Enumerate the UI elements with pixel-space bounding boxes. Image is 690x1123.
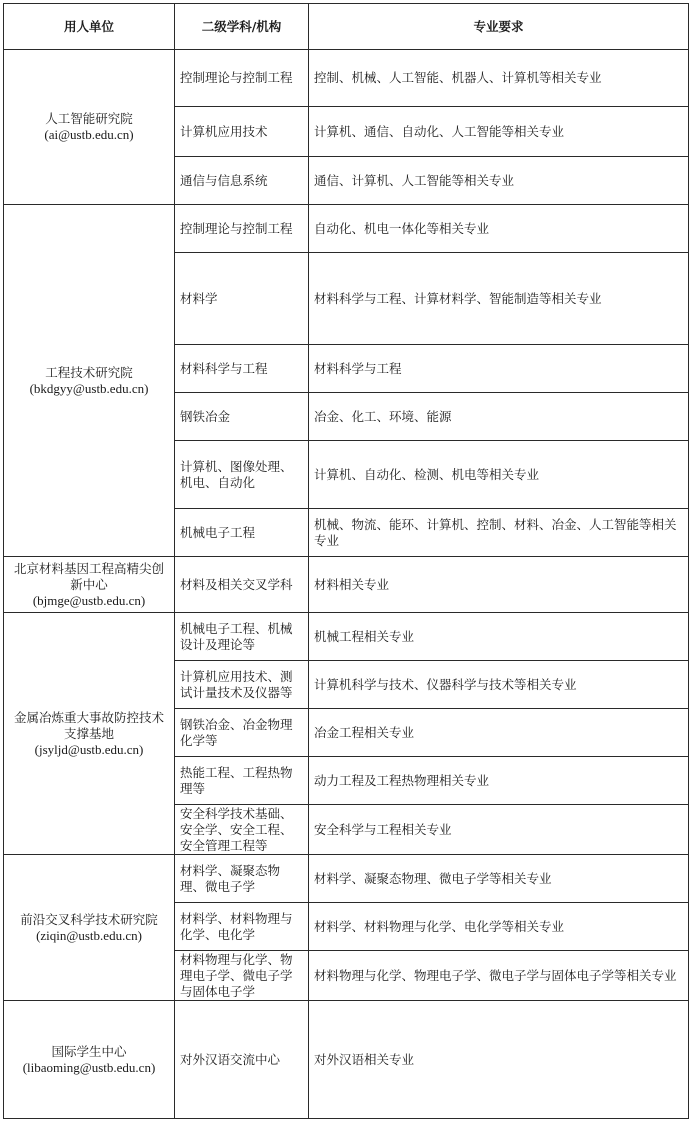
unit-cell [4,50,175,205]
table-row [4,613,689,661]
requirement-cell: 材料科学与工程、计算材料学、智能制造等相关专业 [309,253,689,345]
table-row [4,557,689,613]
requirement-cell: 对外汉语相关专业 [309,1001,689,1119]
requirement-cell: 材料学、凝聚态物理、微电子学等相关专业 [309,855,689,903]
discipline-cell: 钢铁冶金、冶金物理化学等 [175,709,309,757]
discipline-cell: 对外汉语交流中心 [175,1001,309,1119]
table-row [4,1001,689,1119]
unit-cell [4,613,175,855]
discipline-cell: 热能工程、工程热物理等 [175,757,309,805]
discipline-cell: 机械电子工程 [175,509,309,557]
requirement-cell: 机械工程相关专业 [309,613,689,661]
unit-name: 金属冶炼重大事故防控技术支撑基地 [13,709,164,741]
discipline-cell: 计算机应用技术、测试计量技术及仪器等 [175,661,309,709]
requirement-cell: 安全科学与工程相关专业 [309,805,689,855]
header-row [4,4,689,50]
requirement-cell: 材料科学与工程 [309,345,689,393]
discipline-cell: 机械电子工程、机械设计及理论等 [175,613,309,661]
table-row [4,855,689,903]
discipline-cell: 材料科学与工程 [175,345,309,393]
unit-name: 工程技术研究院 [45,364,133,380]
header-requirement: 专业要求 [309,4,689,50]
recruitment-table [3,3,689,1119]
table-row [4,205,689,253]
header-unit: 用人单位 [4,4,175,50]
unit-cell [4,855,175,1001]
requirement-cell: 计算机、自动化、检测、机电等相关专业 [309,441,689,509]
unit-name: 人工智能研究院 [45,111,133,126]
requirement-cell: 通信、计算机、人工智能等相关专业 [309,157,689,205]
discipline-cell: 钢铁冶金 [175,393,309,441]
discipline-cell: 材料学 [175,253,309,345]
discipline-cell: 控制理论与控制工程 [175,50,309,107]
discipline-cell: 计算机应用技术 [175,107,309,157]
requirement-cell: 控制、机械、人工智能、机器人、计算机等相关专业 [309,50,689,107]
unit-cell [4,1001,175,1119]
requirement-cell: 冶金工程相关专业 [309,709,689,757]
unit-email: (bjmge@ustb.edu.cn) [32,592,146,608]
table-row [4,50,689,107]
unit-name: 前沿交叉科学技术研究院 [20,911,158,927]
discipline-cell: 材料学、材料物理与化学、电化学 [175,903,309,951]
discipline-cell: 材料学、凝聚态物理、微电子学 [175,855,309,903]
discipline-cell: 安全科学技术基础、安全学、安全工程、安全管理工程等 [175,805,309,855]
discipline-cell: 材料及相关交叉学科 [175,557,309,613]
discipline-cell: 材料物理与化学、物理电子学、微电子学与固体电子学 [175,951,309,1001]
requirement-cell: 冶金、化工、环境、能源 [309,393,689,441]
unit-email: (bkdgyy@ustb.edu.cn) [29,380,149,396]
unit-email: (ziqin@ustb.edu.cn) [36,927,142,943]
requirement-cell: 材料相关专业 [309,557,689,613]
requirement-cell: 自动化、机电一体化等相关专业 [309,205,689,253]
requirement-cell: 材料学、材料物理与化学、电化学等相关专业 [309,903,689,951]
discipline-cell: 通信与信息系统 [175,157,309,205]
unit-cell [4,557,175,613]
requirement-cell: 动力工程及工程热物理相关专业 [309,757,689,805]
header-discipline: 二级学科/机构 [175,4,309,50]
unit-name: 国际学生中心 [51,1043,127,1059]
requirement-cell: 材料物理与化学、物理电子学、微电子学与固体电子学等相关专业 [309,951,689,1001]
unit-email: (libaoming@ustb.edu.cn) [22,1059,156,1075]
requirement-cell: 计算机科学与技术、仪器科学与技术等相关专业 [309,661,689,709]
unit-email: (jsyljd@ustb.edu.cn) [34,741,144,757]
unit-cell [4,205,175,557]
requirement-cell: 机械、物流、能环、计算机、控制、材料、冶金、人工智能等相关专业 [309,509,689,557]
requirement-cell: 计算机、通信、自动化、人工智能等相关专业 [309,107,689,157]
discipline-cell: 控制理论与控制工程 [175,205,309,253]
discipline-cell: 计算机、图像处理、机电、自动化 [175,441,309,509]
unit-email: (ai@ustb.edu.cn) [44,127,134,142]
unit-name: 北京材料基因工程高精尖创新中心 [13,560,164,592]
